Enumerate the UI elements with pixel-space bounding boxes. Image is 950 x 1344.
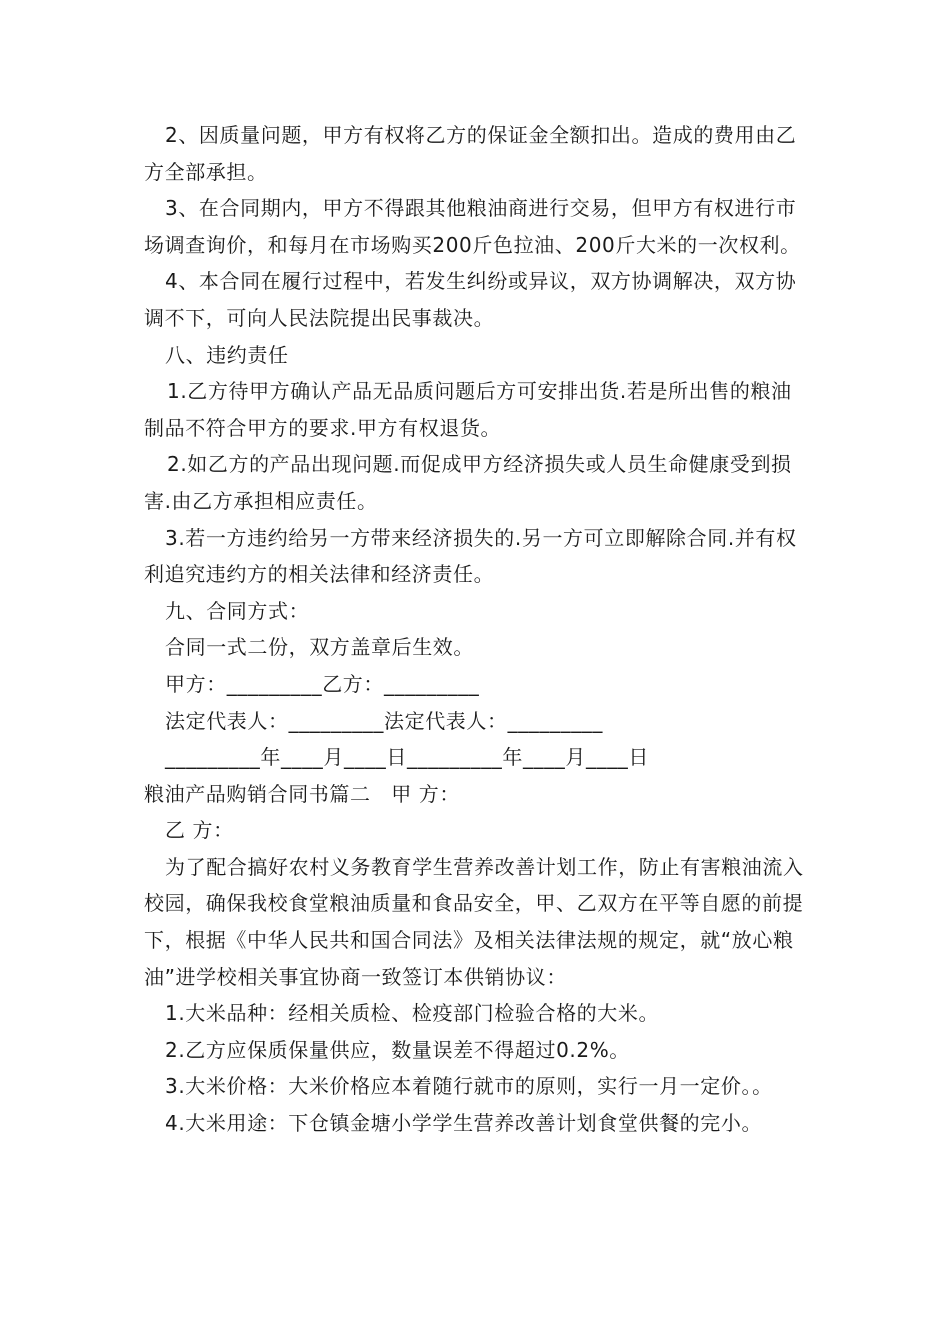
agreement-preamble: 为了配合搞好农村义务教育学生营养改善计划工作，防止有害粮油流入校园，确保我校食堂粮油质量和食品安全，甲、乙双方在平等自愿的前提下，根据《中华人民共和国合同法》及相关法律法规的规定，就“放心粮油”进学校相关事宜协商一致签订本供销协议： [144,854,804,989]
clause-dispute-resolution: 4、本合同在履行过程中，若发生纠纷或异议，双方协调解决，双方协调不下，可向人民法院提出民事裁决。 [144,269,797,330]
document-body [144,117,812,1142]
rice-price-clause: 3.大米价格：大米价格应本着随行就市的原则，实行一月一定价。。 [165,1074,773,1099]
supply-quality-clause: 2.乙方应保质保量供应，数量误差不得超过0.2%。 [165,1037,630,1062]
contract-copies-text: 合同一式二份，双方盖章后生效。 [165,635,474,660]
clause-exclusive-trading: 3、在合同期内，甲方不得跟其他粮油商进行交易，但甲方有权进行市场调查询价，和每月在市场购买200斤色拉油、200斤大米的一次权利。 [144,196,801,257]
signature-parties-line: 甲方：_________乙方：_________ [165,671,480,696]
breach-clause-3: 3.若一方违约给另一方带来经济损失的.另一方可立即解除合同.并有权利追究违约方的相关法律和经济责任。 [144,525,797,587]
rice-usage-clause: 4.大米用途：下仓镇金塘小学学生营养改善计划食堂供餐的完小。 [165,1111,763,1136]
legal-representative-line: 法定代表人：_________法定代表人：_________ [165,708,603,733]
clause-quality-deposit: 2、因质量问题，甲方有权将乙方的保证金全额扣出。造成的费用由乙方全部承担。 [144,123,797,184]
section-heading-contract-form: 九、合同方式： [165,598,310,623]
date-line: _________年____月____日_________年____月____日 [165,745,649,770]
rice-variety-clause: 1.大米品种：经相关质检、检疫部门检验合格的大米。 [165,1001,660,1026]
breach-clause-2: 2.如乙方的产品出现问题.而促成甲方经济损失或人员生命健康受到损害.由乙方承担相应责任。 [144,452,792,513]
second-contract-title: 粮油产品购销合同书篇二 甲 方： [144,781,460,806]
breach-clause-1: 1.乙方待甲方确认产品无品质问题后方可安排出货.若是所出售的粮油制品不符合甲方的要求.甲方有权退货。 [144,379,792,440]
party-b-label: 乙 方： [165,818,234,843]
section-heading-breach: 八、违约责任 [165,342,289,367]
